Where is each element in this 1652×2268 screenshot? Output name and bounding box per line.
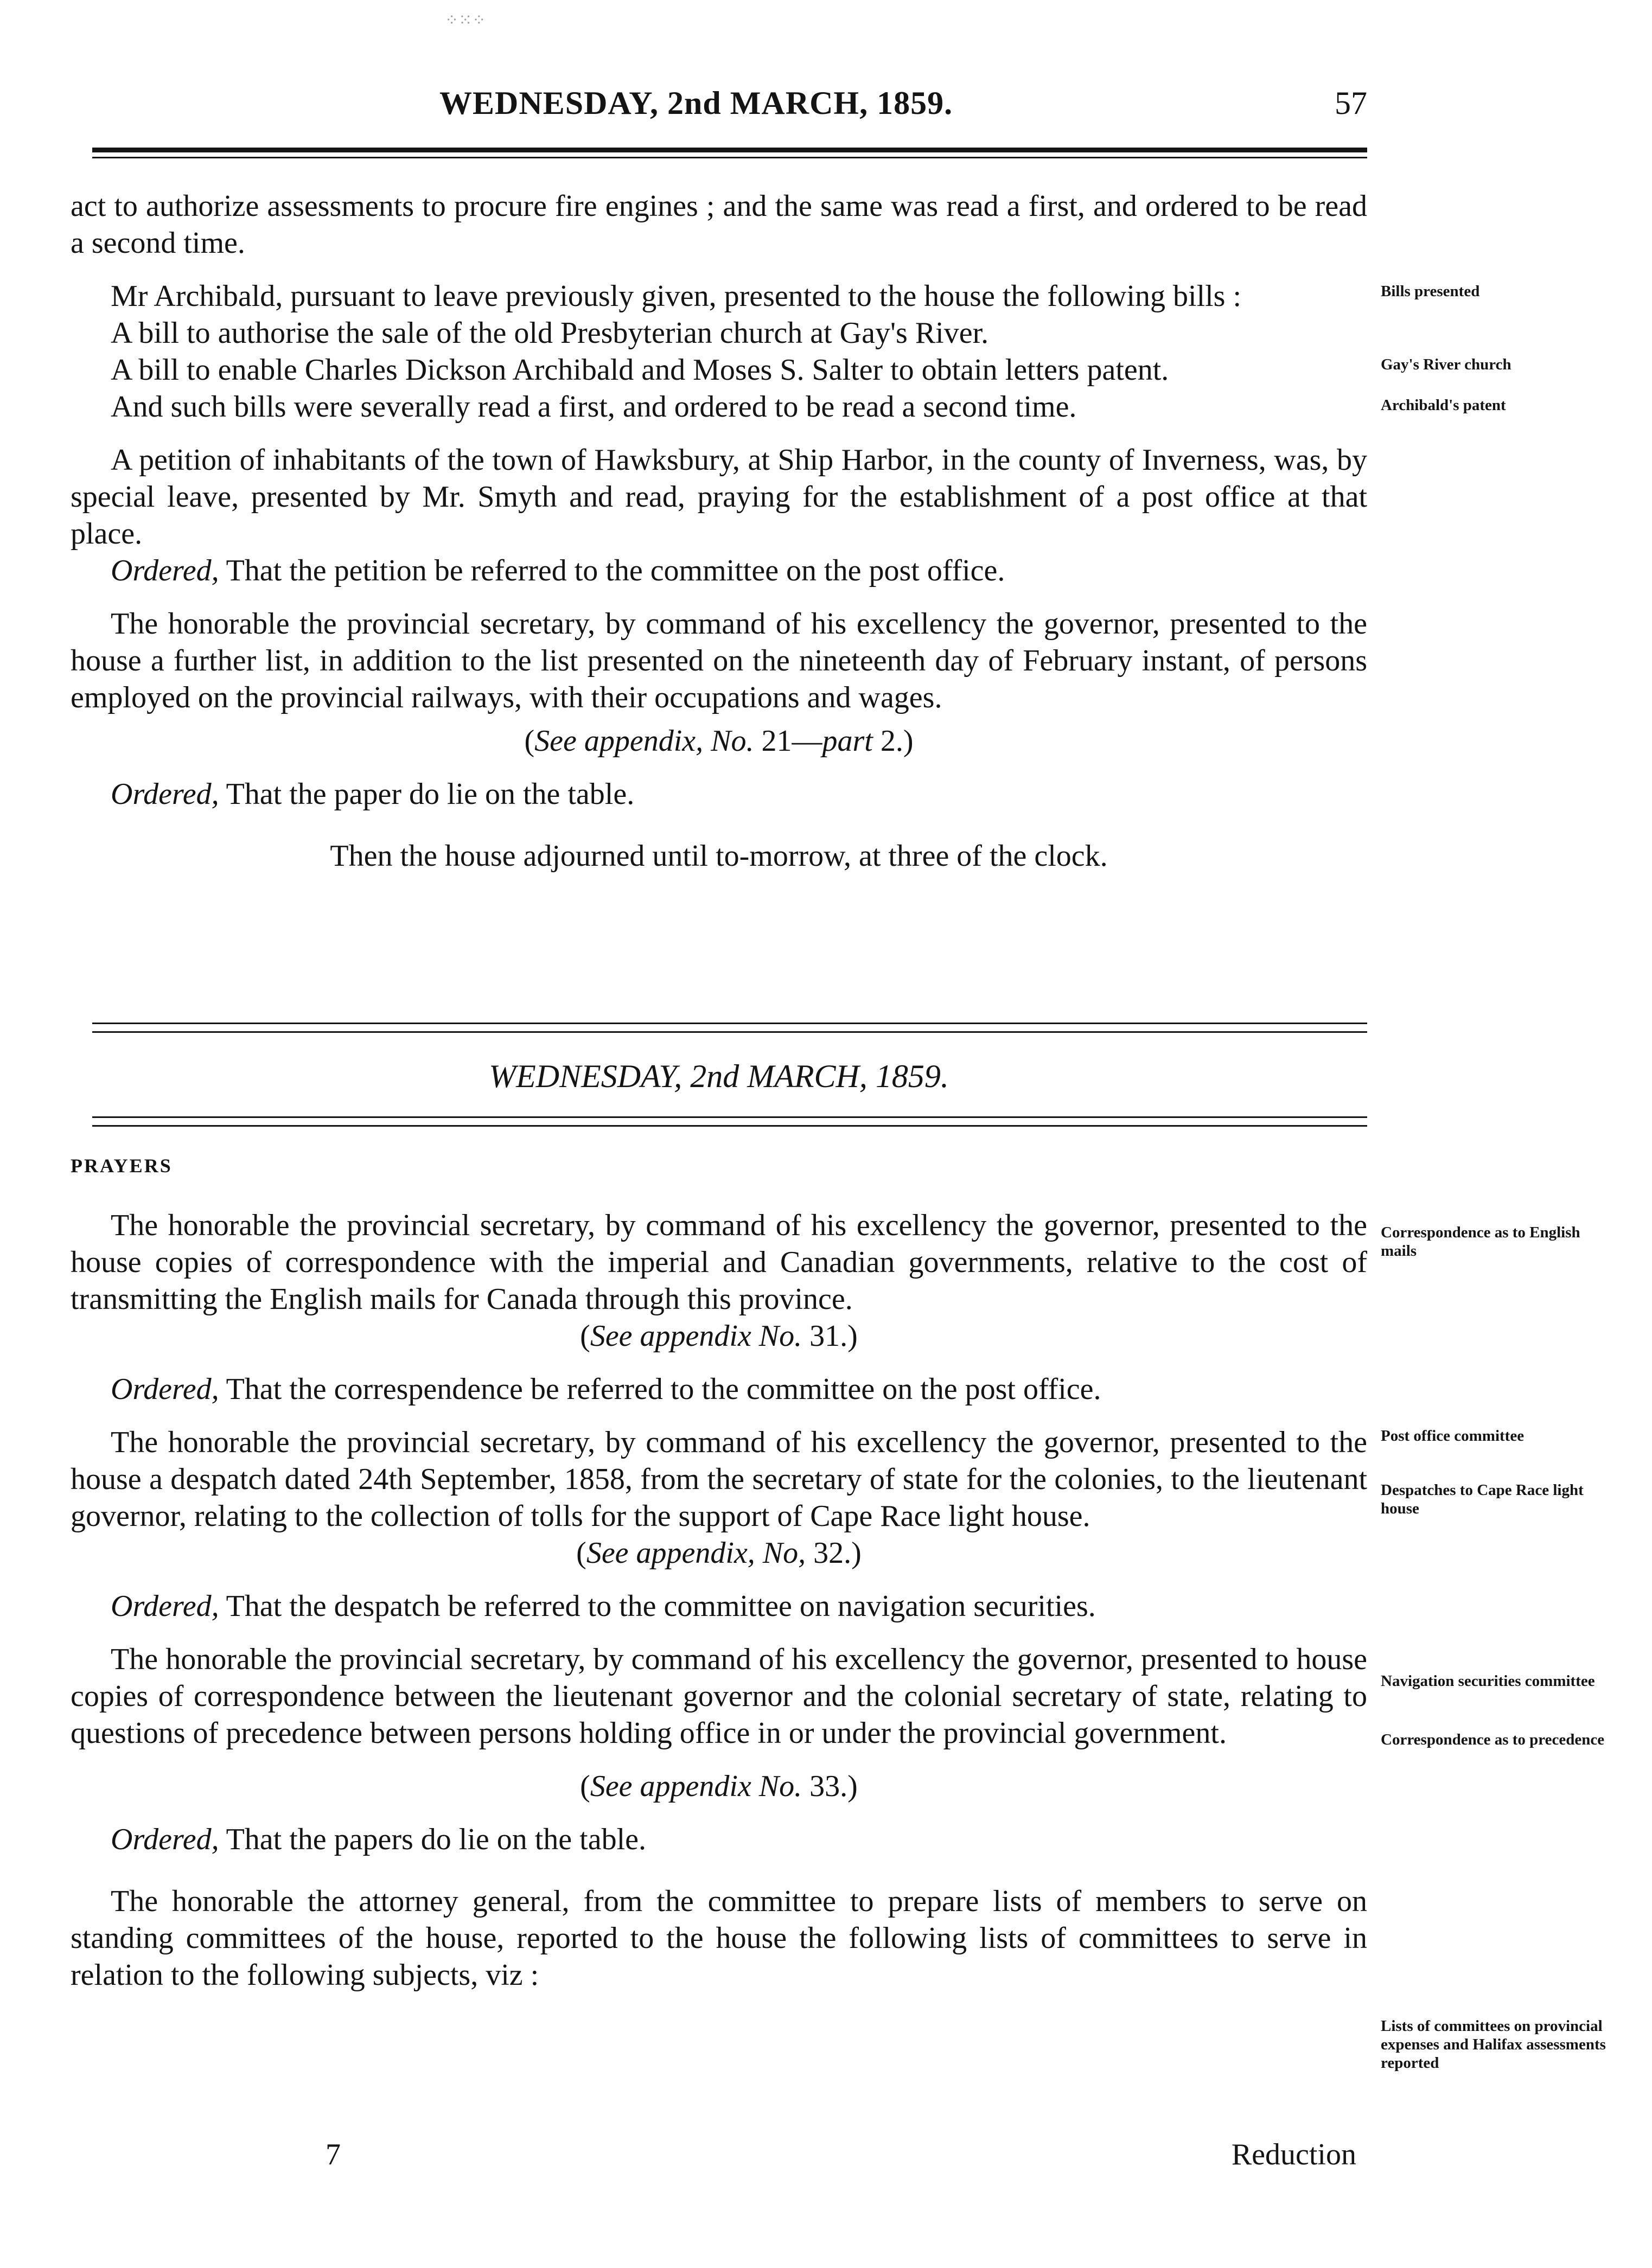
- margin-note-lists-committees: Lists of committees on provincial expenses and Halifax assessments reported: [1381, 2017, 1606, 2072]
- appendix-reference: (See appendix, No, 32.): [576, 1536, 862, 1570]
- proceedings-continued: [71, 188, 1367, 874]
- paragraph: The honorable the provincial secretary, by command of his excellency the governor, presented to house copies of correspondence between the lieutenant governor and the colonial secretary of state, relating to questions of precedence between persons holding office in or under the provincial government.: [71, 1643, 1367, 1750]
- margin-note-post-office: Post office committee: [1381, 1427, 1525, 1445]
- paragraph: The honorable the provincial secretary, by command of his excellency the governor, presented to the house a further list, in addition to the list presented on the nineteenth day of February instant, of persons employed on the provincial railways, with their occupations and wages.: [71, 607, 1367, 714]
- paragraph: Ordered, That the papers do lie on the table.: [111, 1823, 646, 1856]
- ordered-label: Ordered,: [111, 554, 219, 587]
- adjournment-line: Then the house adjourned until to-morrow, at three of the clock.: [330, 839, 1108, 873]
- section-rule-top-2: [92, 1031, 1367, 1033]
- paragraph: act to authorize assessments to procure fire engines ; and the same was read a first, and ordered to be read a second time.: [71, 189, 1367, 260]
- margin-note-english-mails: Correspondence as to English mails: [1381, 1224, 1580, 1260]
- prayers-heading: PRAYERS: [71, 1155, 173, 1177]
- margin-note-gays-river: Gay's River church: [1381, 356, 1511, 373]
- paragraph: And such bills were severally read a first, and ordered to be read a second time.: [111, 390, 1077, 424]
- paragraph: The honorable the provincial secretary, by command of his excellency the governor, presented to the house a despatch dated 24th September, 1858, from the secretary of state for the colonies, to the lieutenant governor, relating to the collection of tolls for the support of Cape Race light house.: [71, 1426, 1367, 1533]
- margin-note-precedence: Correspondence as to precedence: [1381, 1731, 1605, 1748]
- margin-note-cape-race: Despatches to Cape Race light house: [1381, 1481, 1584, 1517]
- paragraph: Ordered, That the petition be referred to the committee on the post office.: [111, 554, 1005, 587]
- proceedings-new-day: [71, 1207, 1367, 1994]
- paragraph: Mr Archibald, pursuant to leave previously given, presented to the house the following bills :: [111, 279, 1242, 313]
- catchword: Reduction: [1231, 2138, 1356, 2171]
- running-head: [71, 85, 1367, 133]
- page-number: 57: [1335, 85, 1367, 121]
- header-rule-thick: [92, 148, 1367, 152]
- section-title: WEDNESDAY, 2nd MARCH, 1859.: [489, 1058, 949, 1094]
- running-head-title: WEDNESDAY, 2nd MARCH, 1859.: [439, 85, 953, 121]
- paragraph: Ordered, That the correspendence be referred to the committee on the post office.: [111, 1372, 1101, 1406]
- appendix-reference: (See appendix No. 33.): [580, 1769, 858, 1803]
- margin-note-navigation: Navigation securities committee: [1381, 1672, 1595, 1690]
- paragraph: A petition of inhabitants of the town of Hawksbury, at Ship Harbor, in the county of Inverness, was, by special leave, presented by Mr. Smyth and read, praying for the establishment of a post office at that place.: [71, 443, 1367, 551]
- margin-note-bills-presented: Bills presented: [1381, 283, 1480, 300]
- ordered-label: Ordered,: [111, 777, 219, 811]
- ink-smudge-decoration: ⁘⁙⁘: [445, 11, 486, 29]
- signature-mark: 7: [326, 2138, 341, 2171]
- margin-note-archibald-patent: Archibald's patent: [1381, 397, 1506, 414]
- paragraph: The honorable the provincial secretary, by command of his excellency the governor, presented to the house copies of correspondence with the imperial and Canadian governments, relative to the cost of transmitting the English mails for Canada through this province.: [71, 1209, 1367, 1316]
- appendix-reference: (See appendix No. 31.): [580, 1319, 858, 1353]
- section-rule-bottom-2: [92, 1125, 1367, 1127]
- header-rule-thin: [92, 157, 1367, 158]
- paragraph: Ordered, That the despatch be referred to the committee on navigation securities.: [111, 1589, 1096, 1623]
- section-rule-top-1: [92, 1023, 1367, 1024]
- paragraph: The honorable the attorney general, from the committee to prepare lists of members to serve on standing committees of the house, reported to the house the following lists of committees to serve in relation to the following subjects, viz :: [71, 1884, 1367, 1992]
- ordered-label: Ordered,: [111, 1823, 219, 1856]
- appendix-reference: (See appendix, No. 21—part 2.): [524, 724, 914, 758]
- paragraph: A bill to authorise the sale of the old Presbyterian church at Gay's River.: [111, 316, 989, 350]
- paragraph: Ordered, That the paper do lie on the table.: [111, 777, 635, 811]
- section-rule-bottom-1: [92, 1116, 1367, 1118]
- ordered-label: Ordered,: [111, 1372, 219, 1406]
- ordered-label: Ordered,: [111, 1589, 219, 1623]
- paragraph: A bill to enable Charles Dickson Archibald and Moses S. Salter to obtain letters patent.: [111, 353, 1169, 387]
